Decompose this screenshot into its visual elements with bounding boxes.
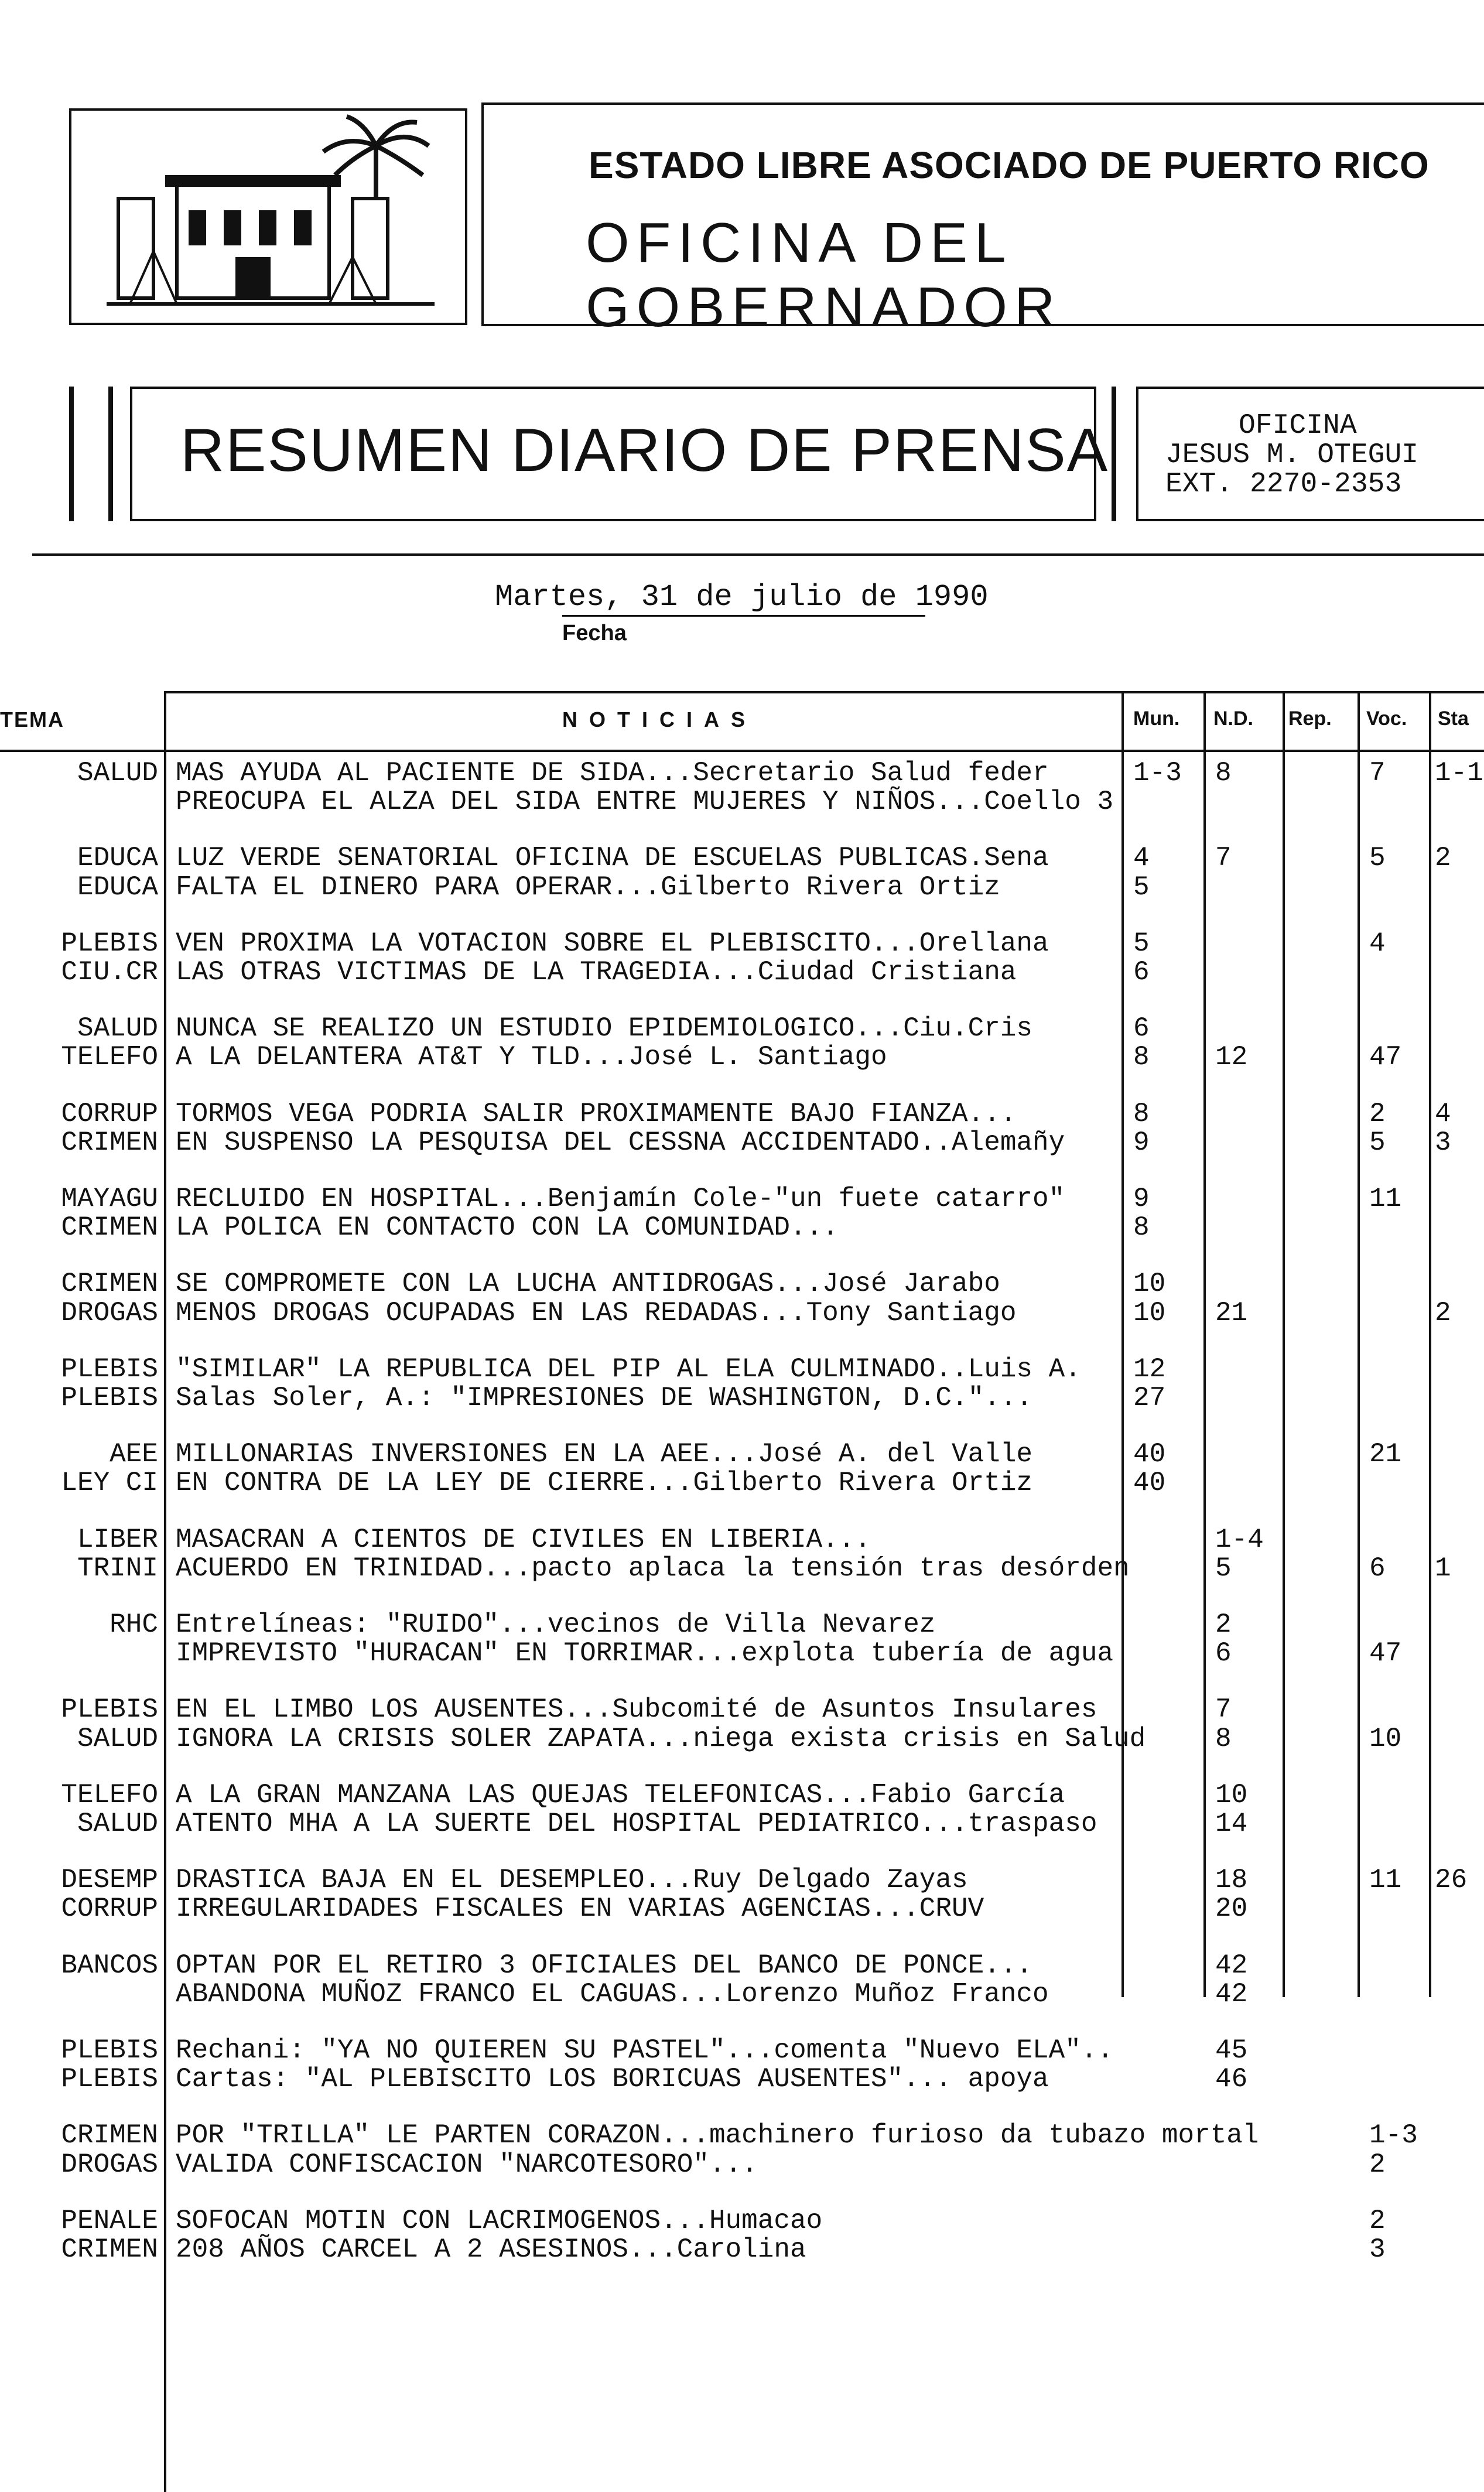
row-nd: 10	[1215, 1779, 1248, 1810]
row-tema: PLEBIS	[61, 928, 158, 959]
col-line-nd	[1203, 691, 1206, 1997]
row-noticia: PREOCUPA EL ALZA DEL SIDA ENTRE MUJERES Y NIÑOS...Coello 3	[176, 787, 1114, 818]
title-bar-left-2	[108, 387, 113, 521]
row-mun: 10	[1133, 1297, 1166, 1328]
row-noticia: LAS OTRAS VICTIMAS DE LA TRAGEDIA...Ciudad Cristiana	[176, 957, 1017, 987]
title-bar-right-1	[1112, 387, 1116, 521]
row-mun: 1-3	[1133, 758, 1182, 788]
row-tema: DESEMP	[61, 1865, 158, 1896]
row-voc: 4	[1369, 928, 1386, 959]
row-noticia: Entrelíneas: "RUIDO"...vecinos de Villa Nevarez	[176, 1609, 936, 1640]
row-tema: PLEBIS	[61, 1353, 158, 1385]
building-logo-icon	[71, 111, 465, 323]
date-label: Fecha	[562, 621, 627, 645]
row-mun: 9	[1133, 1184, 1150, 1214]
row-mun: 6	[1133, 957, 1150, 987]
row-tema: PLEBIS	[61, 1694, 158, 1725]
row-noticia: VALIDA CONFISCACION "NARCOTESORO"...	[176, 2149, 758, 2180]
row-mun: 40	[1133, 1468, 1166, 1499]
row-voc: 3	[1369, 2234, 1386, 2265]
row-nd: 8	[1215, 1723, 1232, 1754]
row-nd: 6	[1215, 1638, 1232, 1669]
row-noticia: 208 AÑOS CARCEL A 2 ASESINOS...Carolina	[176, 2234, 806, 2265]
row-tema: SALUD	[77, 1013, 158, 1044]
row-tema: PLEBIS	[61, 2035, 158, 2066]
header-separator	[32, 553, 1484, 556]
row-mun: 5	[1133, 871, 1150, 903]
row-noticia: SOFOCAN MOTIN CON LACRIMOGENOS...Humacao	[176, 2205, 823, 2236]
row-sta: 3	[1435, 1127, 1451, 1158]
row-noticia: TORMOS VEGA PODRIA SALIR PROXIMAMENTE BAJO FIANZA...	[176, 1098, 1017, 1129]
row-tema: TELEFO	[61, 1042, 158, 1073]
row-tema: CIU.CR	[61, 957, 158, 987]
row-noticia: EN EL LIMBO LOS AUSENTES...Subcomité de Asuntos Insulares	[176, 1694, 1097, 1725]
row-nd: 1-4	[1215, 1524, 1264, 1555]
row-noticia: VEN PROXIMA LA VOTACION SOBRE EL PLEBISCITO...Orellana	[176, 928, 1049, 959]
row-tema: LEY CI	[61, 1468, 158, 1499]
col-line-mun	[1121, 691, 1124, 1997]
row-voc: 47	[1369, 1042, 1402, 1073]
row-voc: 10	[1369, 1723, 1402, 1754]
row-sta: 4	[1435, 1098, 1451, 1129]
row-tema: AEE	[110, 1439, 158, 1470]
col-line-tema	[164, 691, 166, 2492]
row-noticia: ABANDONA MUÑOZ FRANCO EL CAGUAS...Lorenzo Muñoz Franco	[176, 1978, 1049, 2009]
row-noticia: RECLUIDO EN HOSPITAL...Benjamín Cole-"un fuete catarro"	[176, 1184, 1065, 1214]
row-noticia: SE COMPROMETE CON LA LUCHA ANTIDROGAS...José Jarabo	[176, 1269, 1000, 1300]
row-noticia: FALTA EL DINERO PARA OPERAR...Gilberto Rivera Ortiz	[176, 871, 1000, 903]
row-noticia: MAS AYUDA AL PACIENTE DE SIDA...Secretario Salud feder	[176, 758, 1049, 788]
col-header-mun: Mun.	[1133, 707, 1180, 730]
header-line1: ESTADO LIBRE ASOCIADO DE PUERTO RICO	[589, 144, 1430, 186]
logo-box	[69, 108, 467, 325]
row-sta: 26	[1435, 1865, 1468, 1896]
row-noticia: IRREGULARIDADES FISCALES EN VARIAS AGENCIAS...CRUV	[176, 1893, 984, 1924]
row-voc: 2	[1369, 2149, 1386, 2180]
row-nd: 46	[1215, 2064, 1248, 2095]
row-noticia: "SIMILAR" LA REPUBLICA DEL PIP AL ELA CULMINADO..Luis A.	[176, 1353, 1081, 1385]
row-tema: DROGAS	[61, 1297, 158, 1328]
col-line-voc	[1358, 691, 1360, 1997]
row-tema: LIBER	[77, 1524, 158, 1555]
row-tema: CRIMEN	[61, 2120, 158, 2151]
col-line-sta	[1429, 691, 1431, 1997]
row-noticia: Cartas: "AL PLEBISCITO LOS BORICUAS AUSENTES"... apoya	[176, 2064, 1049, 2095]
row-tema: SALUD	[77, 1809, 158, 1839]
row-noticia: ACUERDO EN TRINIDAD...pacto aplaca la tensión tras desórden	[176, 1553, 1130, 1584]
row-nd: 45	[1215, 2035, 1248, 2066]
row-mun: 8	[1133, 1042, 1150, 1073]
row-noticia: MASACRAN A CIENTOS DE CIVILES EN LIBERIA...	[176, 1524, 871, 1555]
row-mun: 27	[1133, 1383, 1166, 1413]
row-tema: EDUCA	[77, 871, 158, 903]
row-mun: 8	[1133, 1212, 1150, 1243]
office-line2: JESUS M. OTEGUI	[1165, 439, 1419, 471]
table-header-border	[0, 750, 1484, 752]
row-noticia: Salas Soler, A.: "IMPRESIONES DE WASHINGTON, D.C."...	[176, 1383, 1033, 1413]
row-nd: 14	[1215, 1809, 1248, 1839]
row-voc: 1-3	[1369, 2120, 1418, 2151]
row-noticia: MILLONARIAS INVERSIONES EN LA AEE...José A. del Valle	[176, 1439, 1033, 1470]
row-noticia: ATENTO MHA A LA SUERTE DEL HOSPITAL PEDIATRICO...traspaso	[176, 1809, 1097, 1839]
row-sta: 1	[1435, 1553, 1451, 1584]
row-tema: RHC	[110, 1609, 158, 1640]
row-tema: CORRUP	[61, 1893, 158, 1924]
row-noticia: DRASTICA BAJA EN EL DESEMPLEO...Ruy Delgado Zayas	[176, 1865, 968, 1896]
row-voc: 11	[1369, 1865, 1402, 1896]
row-tema: TELEFO	[61, 1779, 158, 1810]
row-nd: 42	[1215, 1950, 1248, 1981]
row-voc: 7	[1369, 758, 1386, 788]
row-mun: 40	[1133, 1439, 1166, 1470]
row-nd: 21	[1215, 1297, 1248, 1328]
col-line-rep	[1283, 691, 1285, 1997]
row-voc: 21	[1369, 1439, 1402, 1470]
row-voc: 2	[1369, 2205, 1386, 2236]
office-line1: OFICINA	[1239, 410, 1357, 442]
row-mun: 6	[1133, 1013, 1150, 1044]
header-line2: OFICINA DEL GOBERNADOR	[586, 211, 1062, 339]
row-tema: DROGAS	[61, 2149, 158, 2180]
row-tema: SALUD	[77, 1723, 158, 1754]
row-sta: 1-1	[1435, 758, 1483, 788]
row-sta: 2	[1435, 843, 1451, 874]
row-tema: MAYAGU	[61, 1184, 158, 1214]
row-mun: 10	[1133, 1269, 1166, 1300]
row-nd: 18	[1215, 1865, 1248, 1896]
row-nd: 42	[1215, 1978, 1248, 2009]
row-voc: 2	[1369, 1098, 1386, 1129]
office-line3: EXT. 2270-2353	[1165, 469, 1402, 500]
row-tema: CRIMEN	[61, 1212, 158, 1243]
col-header-noticias: NOTICIAS	[562, 707, 757, 731]
page-title: RESUMEN DIARIO DE PRENSA	[180, 416, 1109, 484]
row-nd: 8	[1215, 758, 1232, 788]
col-header-voc: Voc.	[1366, 707, 1407, 730]
row-noticia: A LA DELANTERA AT&T Y TLD...José L. Santiago	[176, 1042, 887, 1073]
col-header-sta: Sta	[1438, 707, 1469, 730]
row-mun: 9	[1133, 1127, 1150, 1158]
row-voc: 47	[1369, 1638, 1402, 1669]
row-voc: 11	[1369, 1184, 1402, 1214]
row-mun: 4	[1133, 843, 1150, 874]
row-mun: 12	[1133, 1353, 1166, 1385]
row-tema: CRIMEN	[61, 1127, 158, 1158]
row-noticia: NUNCA SE REALIZO UN ESTUDIO EPIDEMIOLOGICO...Ciu.Cris	[176, 1013, 1033, 1044]
row-noticia: IGNORA LA CRISIS SOLER ZAPATA...niega exista crisis en Salud	[176, 1723, 1146, 1754]
row-noticia: Rechani: "YA NO QUIEREN SU PASTEL"...comenta "Nuevo ELA"..	[176, 2035, 1114, 2066]
row-tema: PLEBIS	[61, 2064, 158, 2095]
row-noticia: POR "TRILLA" LE PARTEN CORAZON...machinero furioso da tubazo mortal	[176, 2120, 1259, 2151]
table-top-border	[164, 691, 1484, 693]
col-header-tema: TEMA	[0, 707, 64, 731]
row-tema: SALUD	[77, 758, 158, 788]
row-noticia: MENOS DROGAS OCUPADAS EN LAS REDADAS...Tony Santiago	[176, 1297, 1017, 1328]
row-nd: 2	[1215, 1609, 1232, 1640]
col-header-nd: N.D.	[1213, 707, 1253, 730]
row-mun: 8	[1133, 1098, 1150, 1129]
row-sta: 2	[1435, 1297, 1451, 1328]
row-noticia: EN SUSPENSO LA PESQUISA DEL CESSNA ACCIDENTADO..Alemañy	[176, 1127, 1065, 1158]
row-nd: 12	[1215, 1042, 1248, 1073]
row-noticia: IMPREVISTO "HURACAN" EN TORRIMAR...explota tubería de agua	[176, 1638, 1114, 1669]
row-nd: 20	[1215, 1893, 1248, 1924]
row-noticia: EN CONTRA DE LA LEY DE CIERRE...Gilberto Rivera Ortiz	[176, 1468, 1033, 1499]
report-date: Martes, 31 de julio de 1990	[495, 580, 989, 614]
date-underline	[562, 615, 925, 617]
row-voc: 6	[1369, 1553, 1386, 1584]
row-tema: TRINI	[77, 1553, 158, 1584]
row-tema: CRIMEN	[61, 2234, 158, 2265]
row-voc: 5	[1369, 1127, 1386, 1158]
row-mun: 5	[1133, 928, 1150, 959]
row-noticia: LUZ VERDE SENATORIAL OFICINA DE ESCUELAS PUBLICAS.Sena	[176, 843, 1049, 874]
row-nd: 7	[1215, 843, 1232, 874]
row-tema: CRIMEN	[61, 1269, 158, 1300]
row-tema: PLEBIS	[61, 1383, 158, 1413]
col-header-rep: Rep.	[1288, 707, 1332, 730]
row-tema: CORRUP	[61, 1098, 158, 1129]
row-noticia: LA POLICA EN CONTACTO CON LA COMUNIDAD...	[176, 1212, 839, 1243]
row-noticia: OPTAN POR EL RETIRO 3 OFICIALES DEL BANCO DE PONCE...	[176, 1950, 1033, 1981]
row-tema: EDUCA	[77, 843, 158, 874]
row-noticia: A LA GRAN MANZANA LAS QUEJAS TELEFONICAS...Fabio García	[176, 1779, 1065, 1810]
row-nd: 7	[1215, 1694, 1232, 1725]
row-voc: 5	[1369, 843, 1386, 874]
row-tema: PENALE	[61, 2205, 158, 2236]
row-nd: 5	[1215, 1553, 1232, 1584]
title-bar-left-1	[69, 387, 74, 521]
row-tema: BANCOS	[61, 1950, 158, 1981]
